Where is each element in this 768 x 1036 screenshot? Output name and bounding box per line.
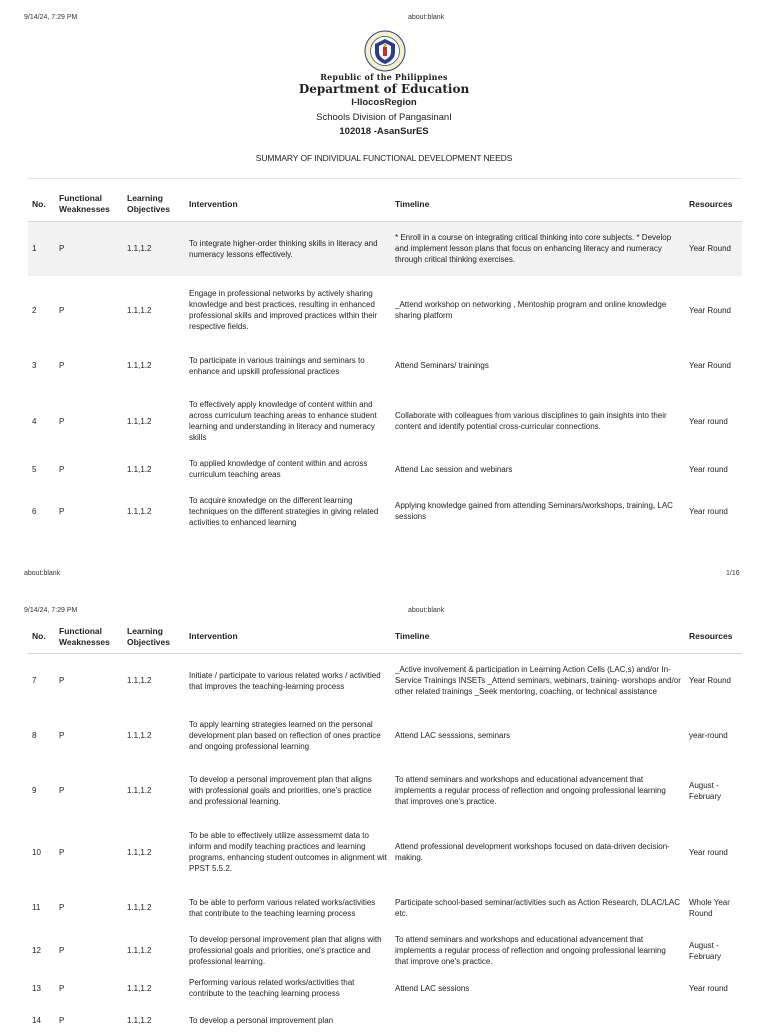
cell-intervention: To develop a personal improvement plan that aligns with professional goals and priorities, one's practice and professional learning.: [189, 775, 372, 806]
print-url: about:blank: [408, 607, 445, 614]
region-label: I-IlocosRegion: [351, 97, 417, 108]
cell-no: 10: [32, 847, 41, 857]
cell-objectives: 1.1,1.2: [127, 731, 152, 740]
republic-label: Republic of the Philippines: [320, 72, 448, 82]
cell-no: 14: [32, 1015, 41, 1025]
cell-intervention: To develop a personal improvement plan: [189, 1015, 334, 1025]
cell-no: 8: [32, 731, 37, 740]
cell-intervention: Engage in professional networks by actively sharing knowledge and best practices, resulting in enhanced professional skills and improved practices within their respective fields.: [189, 289, 378, 331]
cell-timeline: Applying knowledge gained from attending Seminars/workshops, training, LAC sessions: [395, 501, 673, 521]
cell-timeline: _Attend workshop on networking , Mentoship program and online knowledge sharing platform: [395, 300, 667, 320]
cell-resources: Year Round: [689, 361, 731, 370]
cell-resources: Year round: [689, 506, 728, 516]
cell-objectives: 1.1,1.2: [127, 464, 152, 474]
table-row: [28, 344, 742, 387]
cell-weakness: P: [59, 464, 65, 474]
cell-timeline: To attend seminars and workshops and educational advancement that implements a regular process of reflection and ongoing professional learning that improve one's practice.: [395, 935, 666, 966]
col-timeline: Timeline: [395, 631, 430, 642]
cell-intervention: To acquire knowledge on the different learning techniques on the different strategies in giving related activities to enhanced learning: [189, 495, 379, 527]
page-number: 1/16: [726, 570, 740, 577]
cell-weakness: P: [59, 731, 65, 740]
cell-objectives: 1.1,1.2: [127, 361, 152, 370]
cell-objectives: 1.1,1.2: [127, 903, 152, 912]
cell-no: 11: [32, 903, 41, 912]
needs-table-page-1: [28, 188, 742, 539]
table-row: [28, 455, 742, 483]
cell-no: 1: [28, 221, 55, 276]
cell-timeline: Collaborate with colleagues from various disciplines to gain insights into their content and identify potential cross-curricular connections.: [395, 411, 667, 431]
summary-title: SUMMARY OF INDIVIDUAL FUNCTIONAL DEVELOPMENT NEEDS: [255, 153, 513, 163]
cell-objectives: 1.1,1.2: [127, 847, 152, 857]
cell-timeline: Attend Lac session and webinars: [395, 464, 513, 474]
cell-weakness: P: [59, 361, 65, 370]
cell-intervention: To be able to effectively utilize assessmemt data to inform and modify teaching practices and learning programs, enhancing student outcomes in alignment wit PPST 5.5.2.: [189, 831, 387, 873]
cell-weakness: P: [59, 1015, 65, 1025]
cell-intervention: To be able to perform various related works/activities that contribute to the teaching learning process: [189, 897, 376, 918]
cell-weakness: P: [59, 676, 65, 686]
cell-timeline: Attend LAC sesssions, seminars: [395, 731, 511, 740]
cell-resources: [685, 1004, 742, 1036]
cell-objectives: 1.1,1.2: [127, 786, 152, 795]
cell-no: 13: [32, 983, 41, 993]
cell-timeline: Attend Seminars/ trainings: [395, 361, 489, 370]
cell-objectives: 1.1,1.2: [127, 506, 152, 516]
col-objectives: Learning Objectives: [127, 625, 170, 647]
table-row: [28, 886, 742, 929]
school-label: 102018 -AsanSurES: [339, 126, 429, 137]
cell-weakness: P: [55, 221, 123, 276]
cell-resources: August - February: [689, 780, 722, 801]
col-resources: Resources: [689, 631, 733, 642]
cell-resources: year-round: [689, 731, 728, 740]
cell-weakness: P: [59, 305, 65, 315]
col-timeline: Timeline: [395, 198, 430, 209]
col-objectives: Learning Objectives: [127, 193, 170, 215]
table-row: [28, 972, 742, 1004]
print-timestamp: 9/14/24, 7:29 PM: [24, 607, 78, 614]
cell-no: 5: [32, 464, 37, 474]
cell-timeline: To attend seminars and workshops and educational advancement that implements a regular process of reflection and ongoing professional learning that improves one's practice.: [395, 775, 666, 806]
cell-weakness: P: [59, 786, 65, 795]
cell-resources: Year round: [689, 464, 728, 474]
cell-no: 12: [32, 946, 41, 955]
cell-resources: Year Round: [689, 305, 731, 315]
table-row: [28, 387, 742, 455]
cell-objectives: 1.1,1.2: [127, 676, 152, 686]
cell-weakness: P: [59, 506, 65, 516]
print-timestamp: 9/14/24, 7:29 PM: [24, 14, 78, 21]
col-resources: Resources: [689, 198, 733, 209]
cell-intervention: To apply learning strategies learned on the personal development plan based on reflection of ones practice and ongoing professional learning: [189, 720, 381, 751]
cell-timeline: Attend LAC sessions: [395, 983, 470, 993]
table-row: [28, 708, 742, 763]
cell-intervention: To integrate higher-order thinking skills in literacy and numeracy lessons effectively.: [185, 221, 391, 276]
cell-timeline: Participate school-based seminar/activities such as Action Research, DLAC/LAC etc.: [395, 897, 681, 918]
cell-resources: Year round: [689, 847, 728, 857]
division-label: Schools Division of PangasinanI: [316, 112, 452, 123]
cell-no: 3: [32, 361, 37, 370]
col-no: No.: [32, 631, 46, 642]
cell-weakness: P: [59, 416, 65, 426]
col-weakness: Functional Weaknesses: [59, 193, 110, 215]
table-row: [28, 221, 742, 276]
table-row: [28, 276, 742, 344]
cell-intervention: Performing various related works/activities that contribute to the teaching learning process: [189, 978, 355, 998]
table-row: [28, 763, 742, 818]
cell-intervention: To develop personal improvement plan that aligns with professional goals and priorities, one's practice and professional learning.: [189, 935, 382, 966]
table-row: [28, 929, 742, 972]
page-footer-url: about:blank: [24, 570, 61, 577]
cell-objectives: 1.1,1.2: [127, 946, 152, 955]
cell-weakness: P: [59, 983, 65, 993]
cell-resources: Year Round: [689, 676, 731, 686]
cell-weakness: P: [59, 847, 65, 857]
cell-intervention: To effectively apply knowledge of content within and across curriculum teaching areas to enhance student learning and understanding in literacy and numeracy skills: [189, 400, 377, 442]
cell-timeline: _Active involvement & participation in Learning Action Cells (LAC,s) and/or In-Service Trainings INSETs _Attend seminars, webinars, training- worshops and/or other related trainings _Seek mentoring, coaching, or technical assistance: [395, 665, 681, 697]
col-no: No.: [32, 198, 46, 209]
cell-timeline: [391, 1004, 685, 1036]
cell-intervention: To participate in various trainings and seminars to enhance and upskill professional practices: [189, 355, 365, 376]
cell-resources: Year Round: [685, 221, 742, 276]
table-row: [28, 653, 742, 708]
cell-no: 9: [32, 786, 37, 795]
table-header-row: [28, 621, 742, 653]
divider: [28, 178, 742, 179]
col-intervention: Intervention: [189, 198, 238, 209]
cell-objectives: 1.1,1.2: [127, 1015, 152, 1025]
print-url: about:blank: [408, 14, 445, 21]
cell-resources: August - February: [689, 940, 722, 961]
cell-objectives: 1.1,1.2: [127, 983, 152, 993]
table-header-row: [28, 188, 742, 221]
cell-resources: Whole Year Round: [689, 897, 730, 918]
cell-weakness: P: [59, 946, 65, 955]
table-row: [28, 1004, 742, 1036]
cell-no: 6: [32, 506, 37, 516]
table-row: [28, 818, 742, 886]
cell-weakness: P: [59, 903, 65, 912]
needs-table-page-2: [28, 621, 742, 1036]
cell-no: 2: [32, 305, 37, 315]
cell-resources: Year round: [689, 983, 728, 993]
department-title: Department of Education: [298, 82, 470, 96]
cell-intervention: To applied knowledge of content within and across curriculum teaching areas: [189, 459, 368, 479]
cell-no: 7: [32, 676, 37, 686]
col-weakness: Functional Weaknesses: [59, 625, 110, 647]
table-row: [28, 483, 742, 539]
cell-objectives: 1.1,1.2: [127, 305, 152, 315]
cell-intervention: Initiate / participate to various related works / activitied that improves the teaching-learning process: [189, 670, 381, 691]
cell-resources: Year round: [689, 416, 728, 426]
cell-no: 4: [32, 416, 37, 426]
cell-timeline: Attend professional development workshops focused on data-driven decision-making.: [395, 842, 670, 862]
deped-seal-icon: [364, 30, 406, 72]
cell-objectives: 1.1,1.2: [123, 221, 185, 276]
cell-objectives: 1.1,1.2: [127, 416, 152, 426]
col-intervention: Intervention: [189, 631, 238, 642]
cell-timeline: * Enroll in a course on integrating critical thinking into core subjects. * Develop and implement lesson plans that focus on enhancing literacy and numeracy through critical thinking exercises.: [391, 221, 685, 276]
